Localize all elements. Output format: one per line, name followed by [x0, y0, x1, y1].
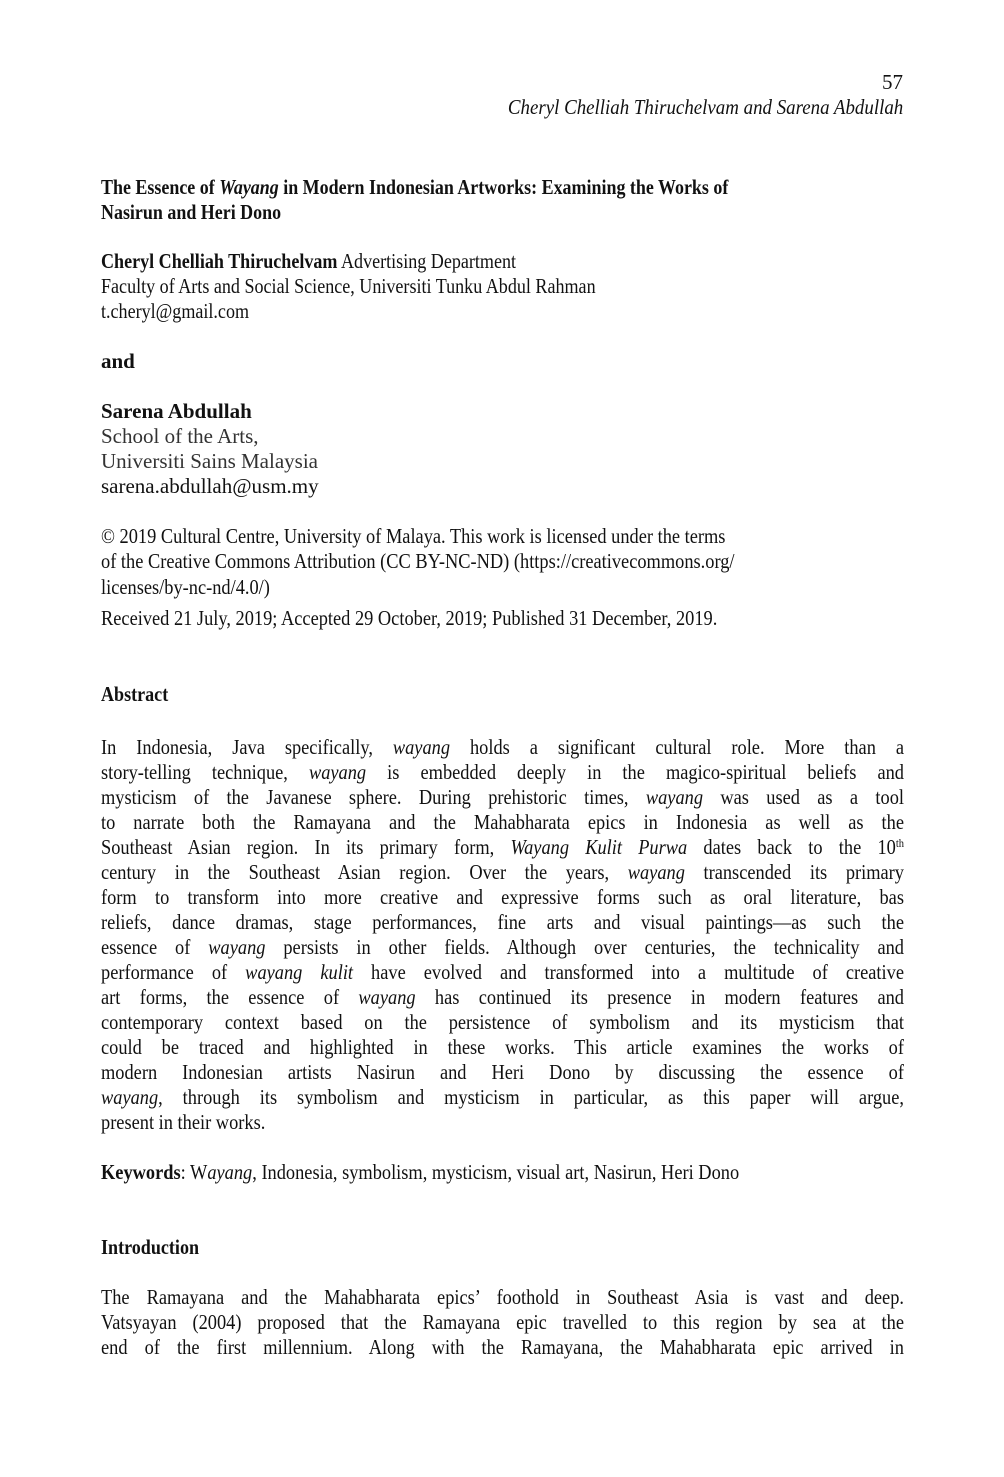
article-title: [101, 175, 835, 225]
running-head-text: Cheryl Chelliah Thiruchelvam and Sarena Abdullah: [507, 95, 903, 119]
author1-affiliation-line: [101, 274, 676, 299]
license-line-3[interactable]: licenses/by-nc-nd/4.0/): [101, 575, 270, 599]
text-line: to narrate both the Ramayana and the Mahabharata epics in Indonesia as well as the: [101, 810, 904, 834]
author1-department: Advertising Department: [337, 249, 517, 273]
title-prefix: The Essence of: [101, 175, 220, 199]
author2-school: School of the Arts,: [101, 424, 259, 448]
abstract-heading: Abstract: [101, 682, 169, 706]
text-line: contemporary context based on the persistence of symbolism and its mysticism that: [101, 1010, 904, 1034]
text-line: modern Indonesian artists Nasirun and Heri Dono by discussing the essence of: [101, 1060, 904, 1084]
text-line: Southeast Asian region. In its primary form, Wayang Kulit Purwa dates back to the 10th: [101, 835, 905, 859]
license-line-1: © 2019 Cultural Centre, University of Malaya. This work is licensed under the terms: [101, 524, 726, 548]
title-suffix: in Modern Indonesian Artworks: Examining the Works of: [278, 175, 729, 199]
text-line: Vatsyayan (2004) proposed that the Ramayana epic travelled to this region by sea at the: [101, 1310, 904, 1334]
text-line: art forms, the essence of wayang has continued its presence in modern features and: [101, 985, 904, 1009]
text-line: essence of wayang persists in other fields. Although over centuries, the technicality and: [101, 935, 904, 959]
text-line: wayang, through its symbolism and mysticism in particular, as this paper will argue,: [101, 1085, 904, 1109]
author1-email-line[interactable]: [101, 299, 273, 324]
abstract-body: [101, 735, 904, 1135]
keywords-list: , Indonesia, symbolism, mysticism, visual art, Nasirun, Heri Dono: [252, 1160, 740, 1184]
author2-university: Universiti Sains Malaysia: [101, 449, 318, 473]
running-head: [464, 95, 903, 120]
author2-name: Sarena Abdullah: [101, 399, 252, 423]
text-line: could be traced and highlighted in these works. This article examines the works of: [101, 1035, 904, 1059]
text-line: reliefs, dance dramas, stage performances, fine arts and visual paintings—as such the: [101, 910, 904, 934]
text-line: end of the first millennium. Along with the Ramayana, the Mahabharata epic arrived in: [101, 1335, 904, 1359]
and-label: and: [101, 349, 135, 373]
author1-email[interactable]: t.cheryl@gmail.com: [101, 299, 250, 323]
title-italic-wayang: Wayang: [219, 175, 279, 199]
text-line: The Ramayana and the Mahabharata epics’ foothold in Southeast Asia is vast and deep.: [101, 1285, 904, 1309]
text-line: mysticism of the Javanese sphere. During prehistoric times, wayang was used as a tool: [101, 785, 904, 809]
text-line: form to transform into more creative and expressive forms such as oral literature, bas: [101, 885, 904, 909]
author1-affiliation: Faculty of Arts and Social Science, Universiti Tunku Abdul Rahman: [101, 274, 596, 298]
publication-dates: Received 21 July, 2019; Accepted 29 October, 2019; Published 31 December, 2019.: [101, 606, 718, 630]
text-line: performance of wayang kulit have evolved and transformed into a multitude of creative: [101, 960, 904, 984]
title-line2: Nasirun and Heri Dono: [101, 200, 282, 224]
text-line: present in their works.: [101, 1110, 266, 1134]
keywords-line: Keywords: Wayang, Indonesia, symbolism, mysticism, visual art, Nasirun, Heri Dono: [101, 1160, 740, 1184]
page-number: 57: [882, 70, 903, 94]
text-line: In Indonesia, Java specifically, wayang holds a significant cultural role. More than a: [101, 735, 904, 759]
keywords-label: Keywords: [101, 1160, 181, 1184]
introduction-body: [101, 1285, 904, 1360]
license-line-2[interactable]: of the Creative Commons Attribution (CC BY-NC-ND) (https://creativecommons.org/: [101, 549, 735, 573]
author1-line: [101, 249, 584, 274]
author2-email[interactable]: sarena.abdullah@usm.my: [101, 474, 319, 498]
text-line: century in the Southeast Asian region. Over the years, wayang transcended its primary: [101, 860, 904, 884]
text-line: story-telling technique, wayang is embedded deeply in the magico-spiritual beliefs and: [101, 760, 904, 784]
author1-name: Cheryl Chelliah Thiruchelvam: [101, 249, 338, 273]
introduction-heading: Introduction: [101, 1235, 200, 1259]
